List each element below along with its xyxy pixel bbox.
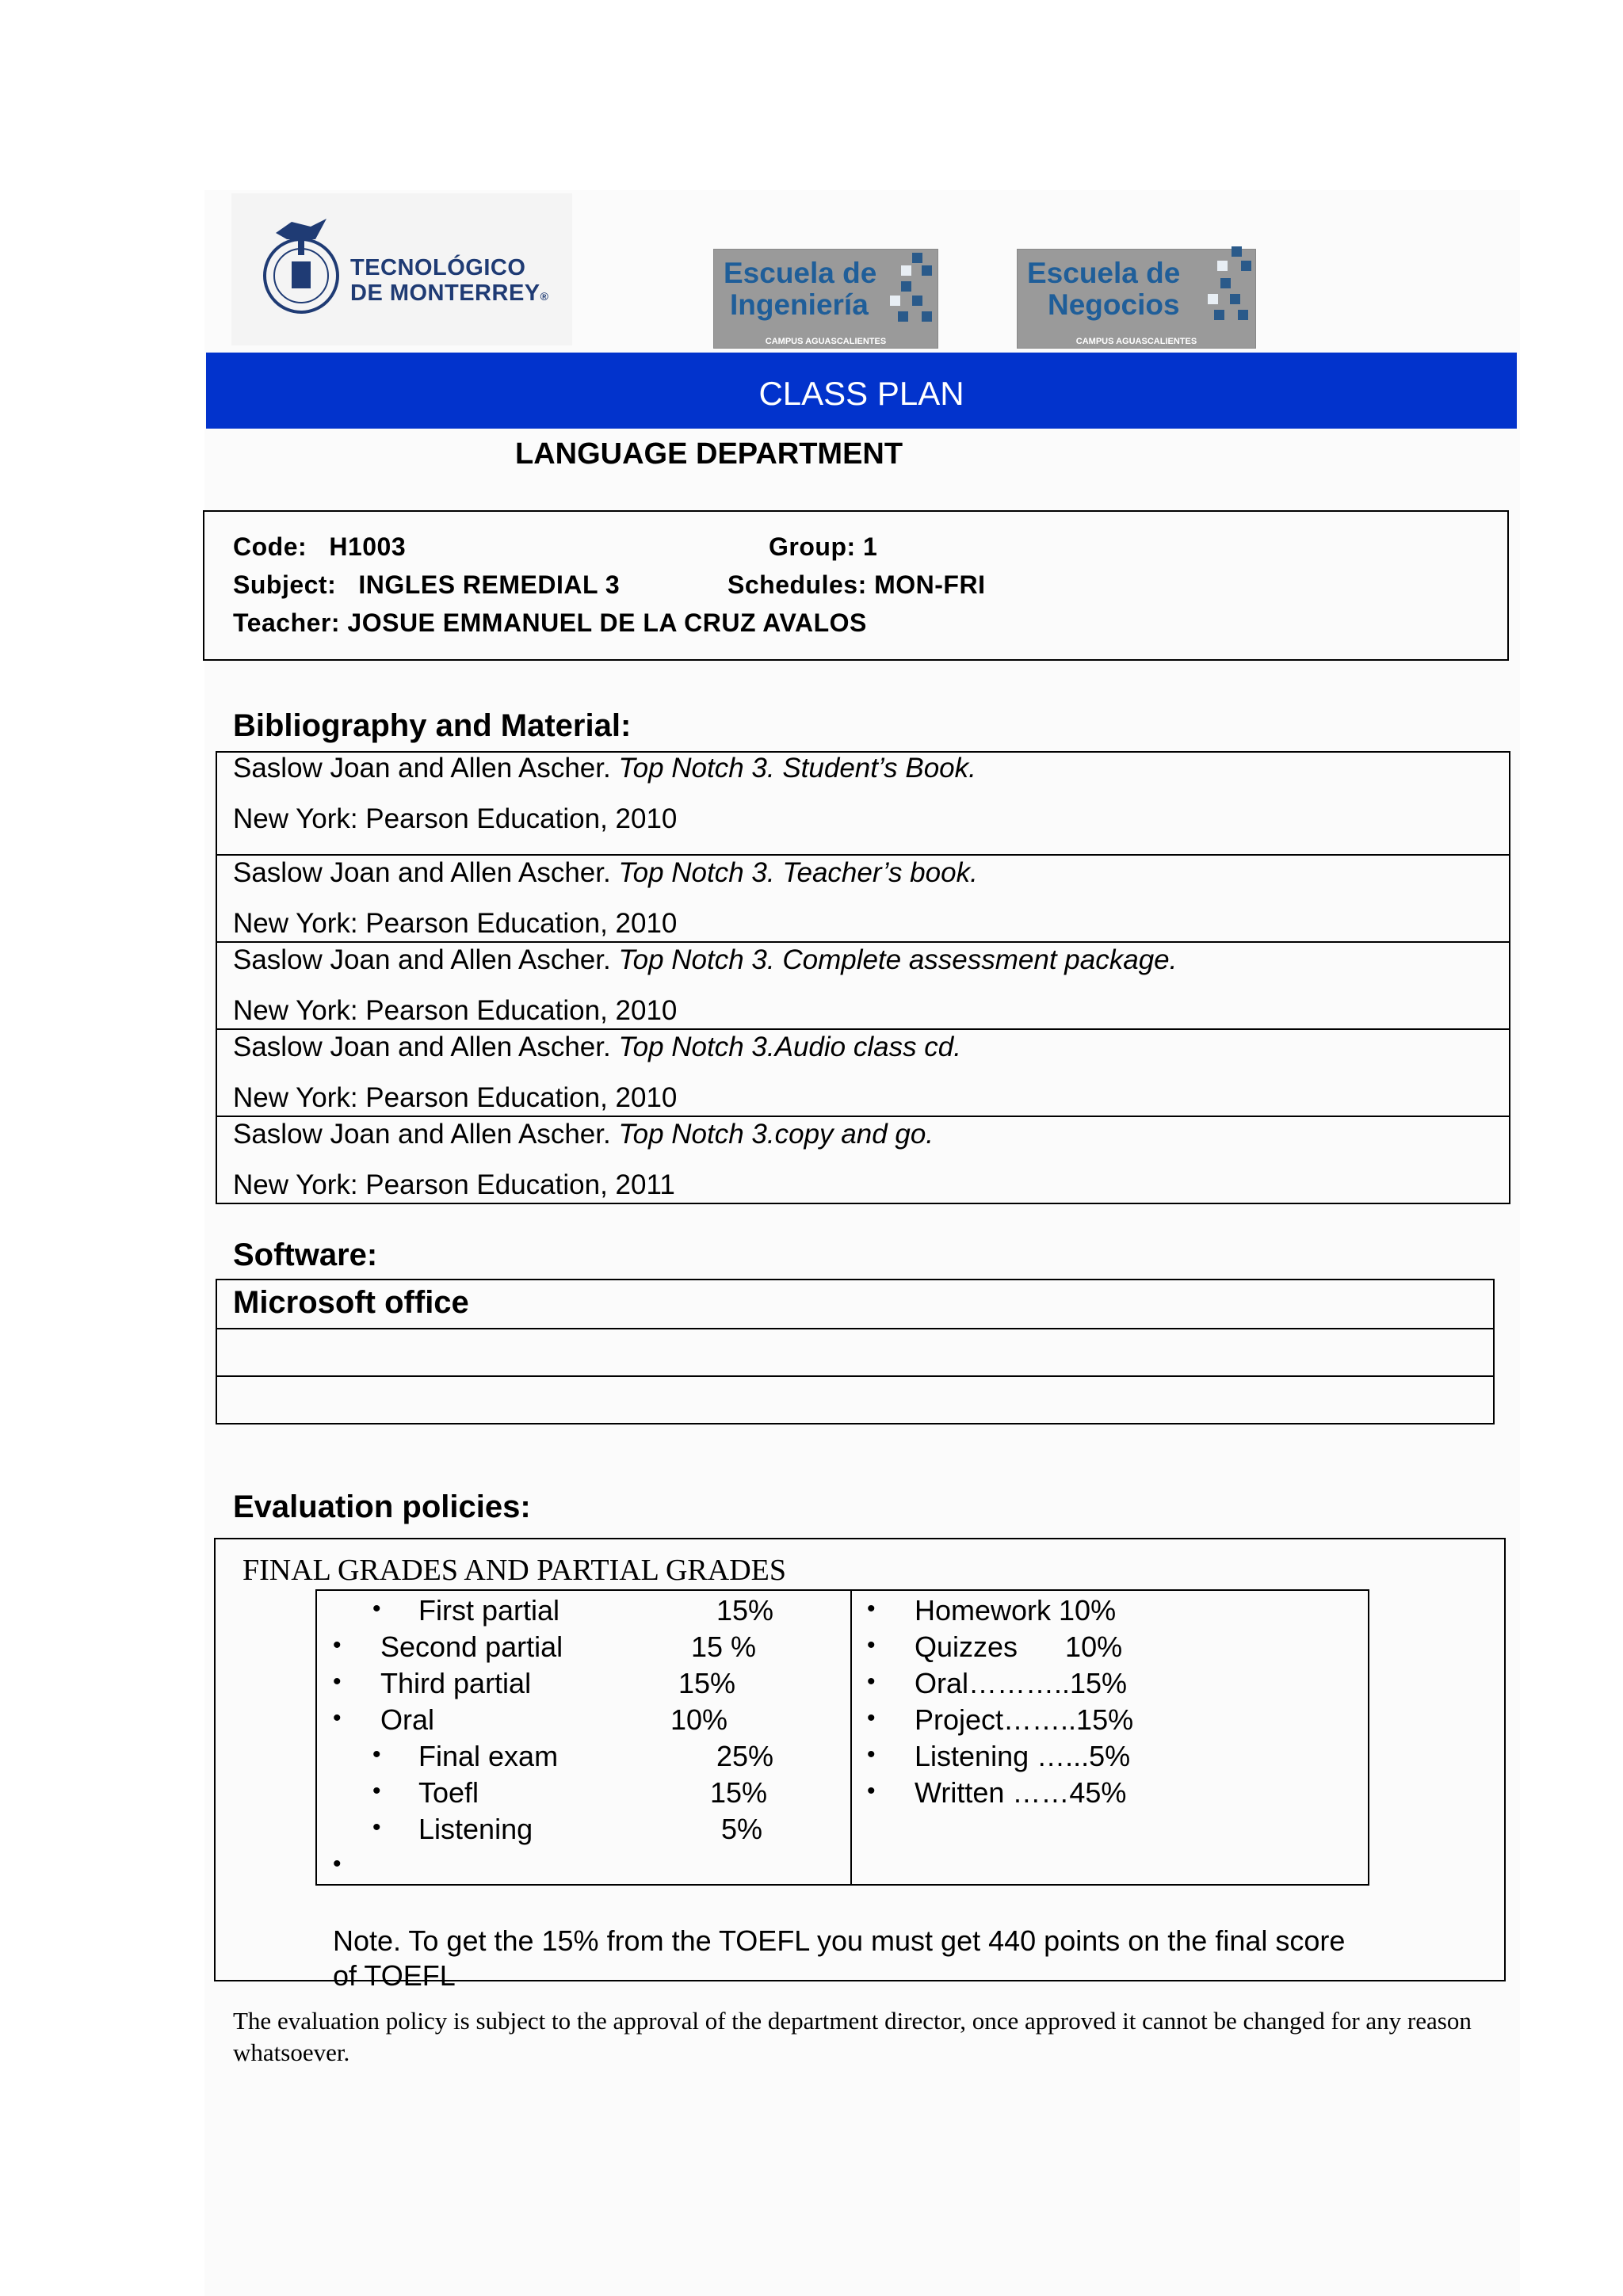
bibliography-title: Bibliography and Material: bbox=[233, 708, 632, 743]
bullet-icon: • bbox=[333, 1705, 342, 1731]
pixel-square-icon bbox=[1230, 294, 1240, 304]
bib-publisher: New York: Pearson Education, 2011 bbox=[233, 1169, 675, 1200]
grade-value: 5% bbox=[721, 1813, 763, 1845]
bullet-icon: • bbox=[372, 1778, 381, 1804]
software-name: Microsoft office bbox=[233, 1285, 469, 1320]
tec-logo bbox=[231, 193, 572, 345]
grade-item: Written ……45% bbox=[915, 1776, 1127, 1809]
course-info-box bbox=[203, 510, 1509, 661]
bib-authors: Saslow Joan and Allen Ascher. bbox=[233, 1032, 619, 1062]
final-grades-heading: FINAL GRADES AND PARTIAL GRADES bbox=[242, 1554, 787, 1587]
bib-work: Top Notch 3.Audio class cd. bbox=[618, 1032, 961, 1062]
bib-publisher: New York: Pearson Education, 2010 bbox=[233, 908, 678, 939]
code-line bbox=[233, 532, 406, 562]
grade-item: Oral………..15% bbox=[915, 1667, 1128, 1699]
subject-line bbox=[233, 570, 620, 600]
pixel-square-icon bbox=[1217, 261, 1228, 271]
bullet-icon: • bbox=[372, 1596, 381, 1622]
bullet-icon: • bbox=[867, 1669, 876, 1695]
grade-value: 15 % bbox=[691, 1630, 757, 1663]
pixel-square-icon bbox=[898, 311, 908, 322]
bib-authors: Saslow Joan and Allen Ascher. bbox=[233, 753, 619, 784]
grade-value: 15% bbox=[716, 1594, 774, 1627]
grade-label: Final exam bbox=[418, 1740, 559, 1772]
tec-line1: TECNOLÓGICO bbox=[350, 255, 526, 280]
esc-neg-line1: Escuela de bbox=[1027, 257, 1181, 289]
code-label: Code: bbox=[233, 532, 307, 561]
bib-publisher: New York: Pearson Education, 2010 bbox=[233, 1082, 678, 1113]
pixel-square-icon bbox=[901, 265, 911, 276]
registered-mark: ® bbox=[540, 290, 549, 303]
tec-logo-text bbox=[350, 255, 548, 309]
grade-value: 25% bbox=[716, 1740, 774, 1772]
pixel-square-icon bbox=[1238, 310, 1248, 320]
bib-citation bbox=[233, 1119, 934, 1150]
grade-item: Homework 10% bbox=[915, 1594, 1117, 1627]
grade-item: Quizzes 10% bbox=[915, 1630, 1123, 1663]
grade-label: Toefl bbox=[418, 1776, 479, 1809]
esc-ing-campus: CAMPUS AGUASCALIENTES bbox=[765, 337, 887, 346]
grade-item: Project……..15% bbox=[915, 1703, 1134, 1736]
policy-footer: The evaluation policy is subject to the approval of the department director, once approved it cannot be changed for any reason whatsoever. bbox=[233, 2007, 1472, 2066]
bib-publisher: New York: Pearson Education, 2010 bbox=[233, 803, 678, 834]
bibliography-row bbox=[217, 1028, 1509, 1116]
bullet-icon: • bbox=[867, 1705, 876, 1731]
subject-label: Subject: bbox=[233, 570, 337, 599]
esc-neg-line2: Negocios bbox=[1048, 288, 1180, 321]
pixel-square-icon bbox=[1232, 246, 1242, 257]
bullet-icon: • bbox=[333, 1632, 342, 1658]
software-title: Software: bbox=[233, 1238, 378, 1272]
bullet-icon: • bbox=[333, 1851, 342, 1877]
bib-authors: Saslow Joan and Allen Ascher. bbox=[233, 944, 619, 975]
group-value: Group: 1 bbox=[769, 532, 878, 561]
pixel-square-icon bbox=[1241, 261, 1251, 271]
grade-value: 15% bbox=[678, 1667, 736, 1699]
pixel-square-icon bbox=[912, 296, 922, 306]
grades-table-divider bbox=[850, 1589, 852, 1886]
bibliography-row bbox=[217, 854, 1509, 941]
escuela-negocios-logo bbox=[1017, 249, 1256, 349]
grade-label: Second partial bbox=[380, 1630, 563, 1663]
bibliography-row bbox=[217, 941, 1509, 1028]
esc-neg-campus: CAMPUS AGUASCALIENTES bbox=[1075, 337, 1197, 346]
bib-citation bbox=[233, 944, 1177, 976]
bullet-icon: • bbox=[867, 1596, 876, 1622]
bib-work: Top Notch 3. Student’s Book. bbox=[618, 753, 976, 784]
grade-value: 15% bbox=[710, 1776, 768, 1809]
esc-neg-title bbox=[1027, 257, 1180, 321]
software-table bbox=[216, 1279, 1495, 1425]
bib-work: Top Notch 3. Teacher’s book. bbox=[618, 857, 978, 888]
tec-line2: DE MONTERREY bbox=[350, 280, 540, 306]
bib-authors: Saslow Joan and Allen Ascher. bbox=[233, 857, 619, 888]
pixel-square-icon bbox=[1214, 310, 1224, 320]
pixel-square-icon bbox=[922, 265, 932, 276]
page-title: CLASS PLAN bbox=[758, 375, 964, 412]
bib-work: Top Notch 3.copy and go. bbox=[618, 1119, 934, 1150]
bib-citation bbox=[233, 753, 976, 784]
class-plan-banner bbox=[206, 353, 1517, 429]
bullet-icon: • bbox=[333, 1669, 342, 1695]
evaluation-title: Evaluation policies: bbox=[233, 1489, 531, 1524]
grade-value: 10% bbox=[670, 1703, 728, 1736]
bib-authors: Saslow Joan and Allen Ascher. bbox=[233, 1119, 619, 1150]
bibliography-table bbox=[216, 751, 1510, 1204]
pixel-square-icon bbox=[922, 311, 932, 322]
pixel-square-icon bbox=[901, 281, 911, 292]
grade-label: Oral bbox=[380, 1703, 435, 1736]
esc-ing-line2: Ingeniería bbox=[730, 288, 869, 321]
teacher-value: Teacher: JOSUE EMMANUEL DE LA CRUZ AVALOS bbox=[233, 608, 867, 637]
bibliography-row bbox=[217, 753, 1509, 854]
bullet-icon: • bbox=[867, 1741, 876, 1768]
esc-ing-line1: Escuela de bbox=[724, 257, 877, 289]
bullet-icon: • bbox=[372, 1814, 381, 1840]
software-row bbox=[217, 1375, 1493, 1423]
grade-label: Third partial bbox=[380, 1667, 532, 1699]
bib-citation bbox=[233, 857, 978, 889]
code-value: H1003 bbox=[329, 532, 407, 561]
bibliography-row bbox=[217, 1116, 1509, 1203]
department-title: LANGUAGE DEPARTMENT bbox=[515, 437, 903, 471]
software-row bbox=[217, 1280, 1493, 1328]
bullet-icon: • bbox=[867, 1632, 876, 1658]
grade-item: Listening …...5% bbox=[915, 1740, 1131, 1772]
esc-ing-title bbox=[724, 257, 876, 321]
escuela-ingenieria-logo bbox=[713, 249, 938, 349]
grade-label: First partial bbox=[418, 1594, 560, 1627]
schedules-value: Schedules: MON-FRI bbox=[727, 570, 986, 599]
pixel-square-icon bbox=[890, 296, 900, 306]
pixel-square-icon bbox=[912, 253, 922, 263]
tec-seal-icon bbox=[260, 215, 342, 318]
bullet-icon: • bbox=[867, 1778, 876, 1804]
pixel-square-icon bbox=[1220, 278, 1231, 288]
software-row bbox=[217, 1328, 1493, 1375]
subject-value: INGLES REMEDIAL 3 bbox=[358, 570, 621, 599]
bib-citation bbox=[233, 1032, 961, 1063]
pixel-square-icon bbox=[1208, 294, 1218, 304]
grade-label: Listening bbox=[418, 1813, 533, 1845]
toefl-note: Note. To get the 15% from the TOEFL you must get 440 points on the final score of TOEFL bbox=[333, 1924, 1346, 1992]
bullet-icon: • bbox=[372, 1741, 381, 1768]
bib-publisher: New York: Pearson Education, 2010 bbox=[233, 995, 678, 1026]
bib-work: Top Notch 3. Complete assessment package. bbox=[618, 944, 1178, 975]
